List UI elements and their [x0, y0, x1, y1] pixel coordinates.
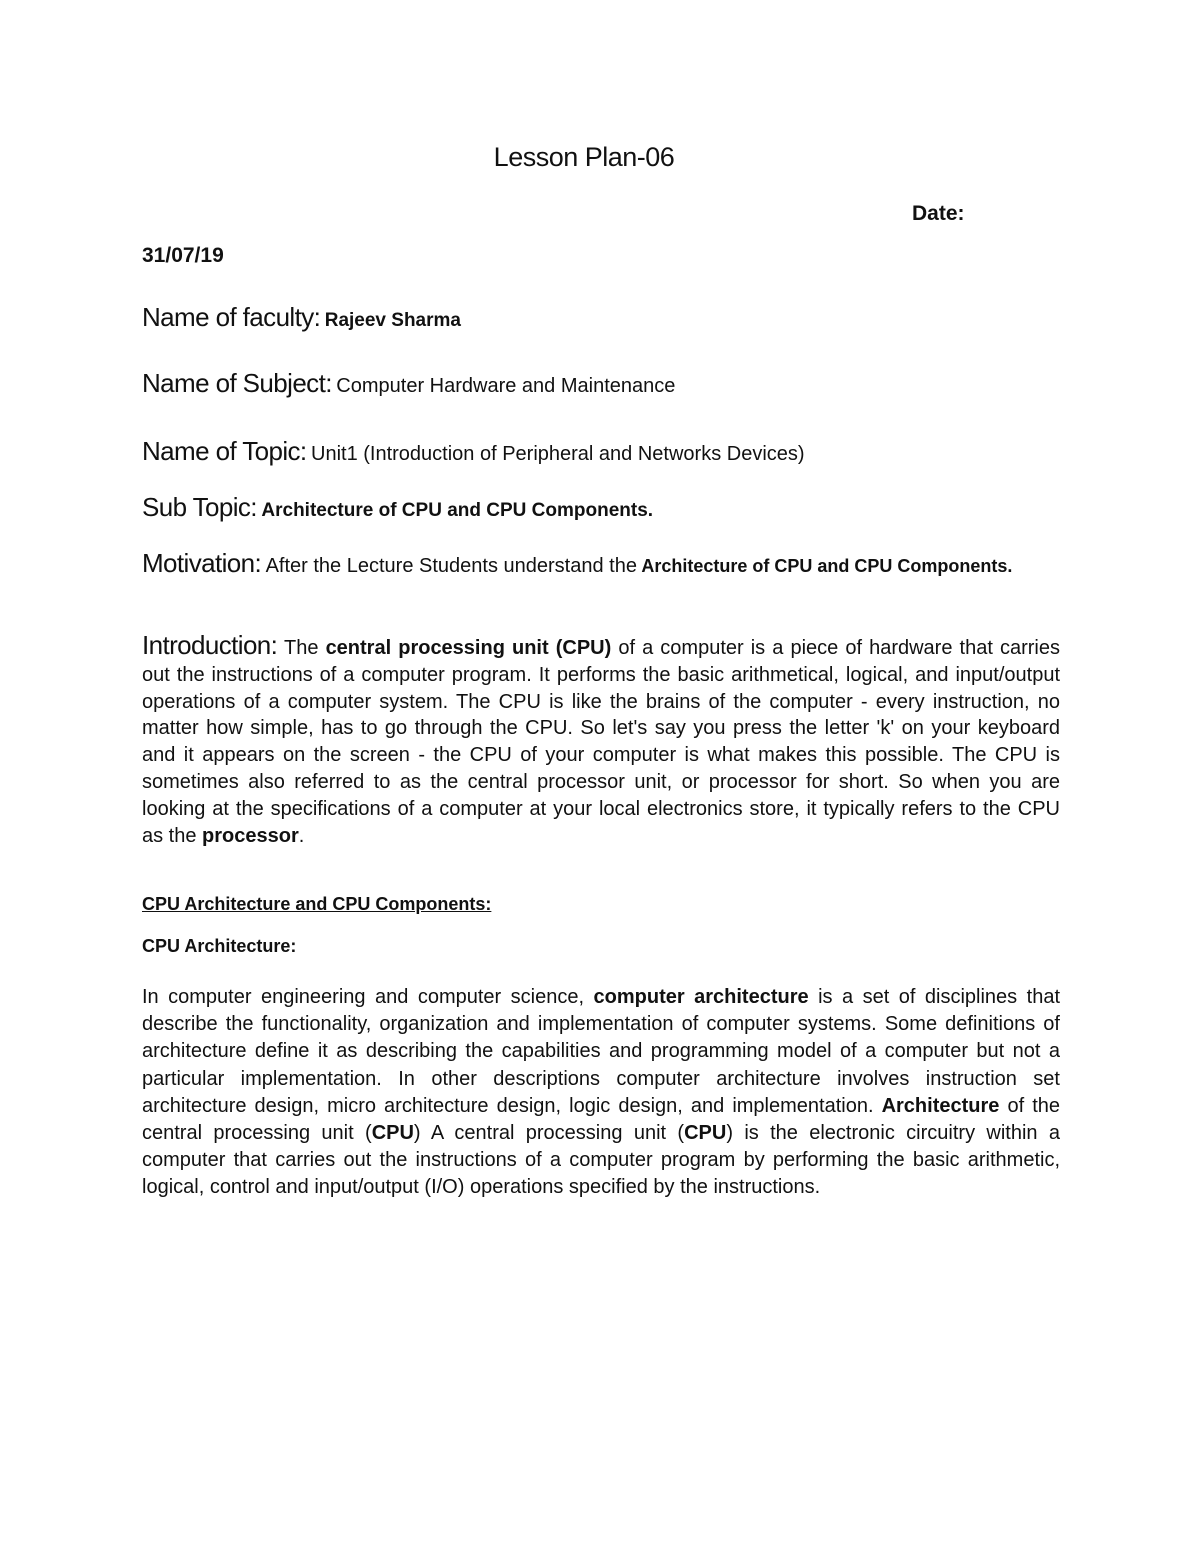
architecture-text-3: of the central processing unit (: [142, 1094, 1060, 1145]
date-label: Date:: [912, 202, 965, 225]
architecture-text-2: is a set of disciplines that describe the functionality, organization and implementation of computer systems. Some definitions of architecture define it as describing the capabilities and programming model of a computer but not a particular implementation. In other descriptions computer architecture involves instruction set architecture design, micro architecture design, logic design, and implementation.: [142, 986, 1061, 1117]
introduction-bold-1: central processing unit (CPU): [325, 637, 612, 659]
introduction-text-1: The: [284, 637, 319, 659]
motivation-section: [142, 548, 1060, 583]
faculty-field: [142, 302, 1072, 333]
architecture-text-5: ) is the electronic circuitry within a computer that carries out the instructions of a computer program by performing the basic arithmetic, logical, control and input/output (I/O) operations specified by the instructions.: [142, 1122, 1061, 1199]
motivation-label: Motivation:: [142, 548, 262, 578]
architecture-bold-4: CPU: [684, 1122, 727, 1145]
architecture-bold-3: CPU: [371, 1122, 414, 1145]
introduction-text-2: of a computer is a piece of hardware that carries out the instructions of a computer program. It performs the basic arithmetical, logical, and input/output operations of a computer system. The CPU is like the brains of the computer - every instruction, no matter how simple, has to go through the CPU. So let's say you press the letter 'k' on your keyboard and it appears on the screen - the CPU of your computer is what makes this possible. The CPU is sometimes also referred to as the central processor unit, or processor for short. So when you are looking at the specifications of a computer at your local electronics store, it typically refers to the CPU as the: [142, 637, 1060, 847]
subject-field: [142, 368, 1072, 399]
faculty-value: Rajeev Sharma: [324, 310, 461, 331]
introduction-text-3: .: [298, 824, 305, 847]
architecture-bold-2: Architecture: [881, 1094, 1000, 1117]
date-value: 31/07/19: [142, 244, 224, 267]
architecture-text-1: In computer engineering and computer science,: [142, 986, 585, 1008]
introduction-bold-2: processor: [202, 824, 299, 847]
topic-value: Unit1 (Introduction of Peripheral and Networks Devices): [311, 443, 805, 465]
topic-field: [142, 436, 1072, 467]
section-heading: CPU Architecture and CPU Components:: [142, 894, 492, 914]
page-title: Lesson Plan-06: [493, 142, 675, 172]
introduction-label: Introduction:: [142, 630, 278, 660]
sub-topic-label: Sub Topic:: [142, 492, 257, 522]
subject-value: Computer Hardware and Maintenance: [336, 375, 676, 397]
architecture-bold-1: computer architecture: [593, 986, 809, 1008]
motivation-bold-text: Architecture of CPU and CPU Components.: [641, 556, 1013, 576]
architecture-text-4: ) A central processing unit (: [413, 1122, 685, 1145]
architecture-paragraph: [142, 984, 1060, 1202]
sub-topic-value: Architecture of CPU and CPU Components.: [261, 500, 654, 521]
faculty-label: Name of faculty:: [142, 302, 321, 332]
sub-heading: CPU Architecture:: [142, 936, 297, 956]
motivation-text: After the Lecture Students understand the: [265, 555, 637, 577]
topic-label: Name of Topic:: [142, 436, 307, 466]
introduction-section: [142, 632, 1060, 849]
subject-label: Name of Subject:: [142, 368, 332, 398]
sub-topic-field: [142, 492, 1072, 523]
